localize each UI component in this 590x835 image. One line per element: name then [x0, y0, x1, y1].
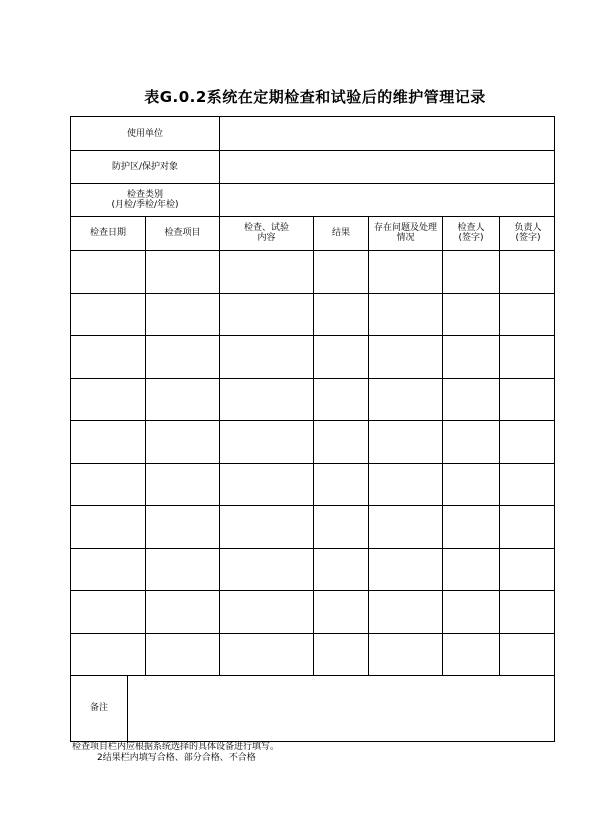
- inspection-type-field[interactable]: [220, 183, 556, 216]
- remarks-label: 备注: [89, 703, 108, 713]
- unit-value-field[interactable]: [220, 117, 556, 150]
- col-header-issue: [369, 216, 442, 250]
- col-divider: [442, 216, 443, 675]
- inspection-type-label-line1: 检查类别: [126, 189, 163, 200]
- inspection-type-label-line2: (月检/季检/年检): [111, 199, 179, 210]
- col-header-inspector-line1: 检查人: [457, 223, 485, 233]
- col-header-result: 结果: [331, 228, 350, 238]
- inspection-type-label: [71, 183, 219, 216]
- col-divider: [499, 216, 500, 675]
- remarks-field[interactable]: [128, 675, 554, 741]
- zone-label: 防护区/保护对象: [111, 161, 179, 172]
- col-header-content: [220, 216, 313, 250]
- note-line-1: 检查项目栏内应根据系统选择的具体设备进行填写。: [72, 742, 280, 752]
- col-header-inspector-line2: (签字): [458, 233, 484, 243]
- col-header-content-line2: 内容: [257, 233, 276, 243]
- col-header-content-line1: 检查、试验: [243, 223, 289, 233]
- col-header-issue-line2: 情况: [396, 233, 415, 243]
- maintenance-record-form: [70, 116, 555, 742]
- col-header-item: 检查项目: [164, 228, 201, 238]
- col-divider: [313, 216, 314, 675]
- col-header-inspector: [443, 216, 499, 250]
- col-divider: [368, 216, 369, 675]
- col-divider: [219, 250, 220, 675]
- unit-label: 使用单位: [126, 128, 163, 139]
- zone-value-field[interactable]: [220, 150, 556, 183]
- col-header-manager: [500, 216, 556, 250]
- col-header-manager-line1: 负责人: [514, 223, 542, 233]
- col-header-date: 检查日期: [89, 228, 126, 238]
- col-header-issue-line1: 存在问题及处理: [373, 223, 437, 233]
- page-title: 表G.0.2系统在定期检查和试验后的维护管理记录: [144, 88, 486, 106]
- col-divider: [145, 216, 146, 675]
- col-header-manager-line2: (签字): [515, 233, 541, 243]
- note-line-2: 2结果栏内填写合格、部分合格、不合格: [97, 753, 256, 763]
